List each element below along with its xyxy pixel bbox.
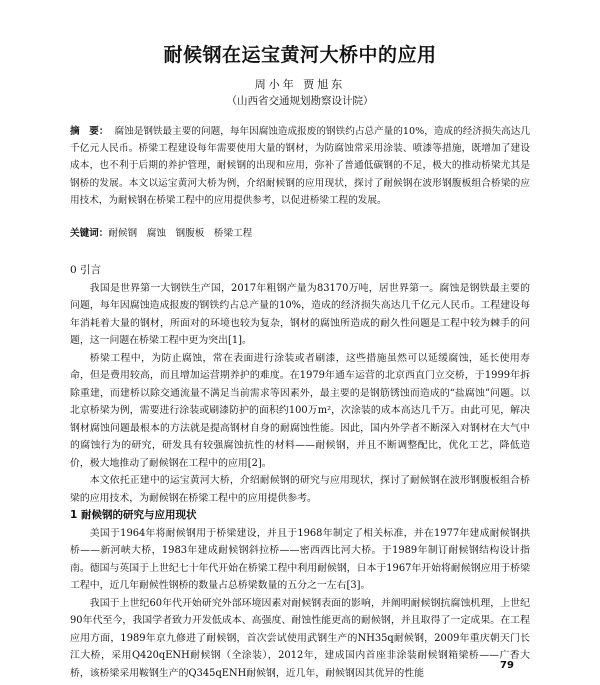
article-affiliation: （山西省交通规划勘察设计院）: [226, 95, 374, 107]
abstract-text: 腐蚀是钢铁最主要的问题，每年因腐蚀造成报废的钢铁约占总产量的10%，造成的经济损失高达几千亿元人民币。桥梁工程建设每年需要使用大量的钢材，为防腐蚀常采用涂装、喷漆等措施，既增加了建设成本，也不利于后期的养护管理，耐候钢的出现和应用，弥补了普通低碳钢的不足，极大的推动桥梁尤其是钢桥的发展。本文以运宝黄河大桥为例，介绍耐候钢的应用现状，探讨了耐候钢在波形钢腹板组合桥梁的应用技术，为耐候钢在桥梁工程中的应用提供参考，以促进桥梁工程的发展。: [70, 126, 531, 206]
article-title: 耐候钢在运宝黄河大桥中的应用: [163, 44, 437, 66]
abstract-block: [70, 123, 530, 209]
section-heading-1: 1 耐候钢的研究与应用现状: [70, 509, 197, 521]
page-number: 79: [500, 660, 514, 671]
paragraph: 美国于1964年将耐候钢用于桥梁建设，并且于1968年制定了相关标准，并在1977年建成耐候钢拱桥——新河峡大桥，1983年建成耐候钢斜拉桥——密西西比河大桥。于1989年制订耐候钢结构设计指南。德国与英国于上世纪七十年代开始在桥梁工程中利用耐候钢，日本于1967年开始将耐候钢应用于桥梁工程中，近几年耐候性钢桥的数量占总桥梁数量的五分之一左右[3]。: [70, 527, 530, 591]
keywords-block: [70, 226, 530, 242]
keywords-label: 关键词：: [70, 228, 109, 239]
paragraph: 本文依托正建中的运宝黄河大桥，介绍耐候钢的研究与应用现状，探讨了耐候钢在波形钢腹板组合桥梁的应用技术，为耐候钢在桥梁工程中的应用提供参考。: [70, 475, 530, 504]
paragraph: 我国于上世纪60年代开始研究外部环境因素对耐候钢表面的影响，并阐明耐候钢抗腐蚀机理，上世纪90年代至今，我国学者致力开发低成本、高强度、耐蚀性能更高的耐候钢，并且取得了一定成果。在工程应用方面，1989年京九修进了耐候钢，首次尝试使用武钢生产的NH35q耐候钢，2009年重庆朝天门长江大桥，采用Q420qENH耐候钢（全涂装），2012年，建成国内首座非涂装耐候钢箱梁桥——广香大桥，该桥梁采用鞍钢生产的Q345qENH耐候钢，近几年，耐候钢因其优异的性能: [70, 597, 530, 679]
article-authors: 周小年 贾旭东: [254, 78, 346, 91]
article-body: [70, 262, 530, 682]
paragraph: 桥梁工程中，为防止腐蚀，常在表面进行涂装或者刷漆，这些措施虽然可以延缓腐蚀，延长使用寿命，但是费用较高，而且增加运营期养护的难度。在1979年通车运营的北京西直门立交桥，于1999年拆除重建，而建桥以除交通流量不满足当前需求等因素外，最主要的是钢筋锈蚀而造成的“盐腐蚀”问题。以北京桥梁为例，需要进行涂装或刷漆防护的面积约100万m²，次涂装的成本高达几千万。由此可见，解决钢材腐蚀问题最根本的方法就是提高钢材自身的耐腐蚀性能。因此，国内外学者不断深入对钢材在大气中的腐蚀行为的研究，研发具有较强腐蚀抗性的材料——耐候钢，并且不断调整配比，优化工艺，降低造价，极大地推动了耐候钢在工程中的应用[2]。: [70, 352, 530, 469]
abstract-label: 摘 要：: [70, 126, 109, 137]
keywords-text: 耐候钢 腐蚀 钢腹板 桥梁工程: [108, 228, 253, 239]
paragraph: 我国是世界第一大钢铁生产国，2017年粗钢产量为83170万吨，居世界第一。腐蚀是钢铁最主要的问题，每年因腐蚀造成报废的钢铁约占总产量的10%，造成的经济损失高达几千亿元人民币。工程建设每年消耗着大量的钢材，所面对的环境也较为复杂，钢材的腐蚀所造成的耐久性问题是工程中较为棘手的问题，这一问题在桥梁工程中更为突出[1]。: [70, 282, 530, 346]
section-heading-intro: 0 引言: [70, 264, 102, 276]
